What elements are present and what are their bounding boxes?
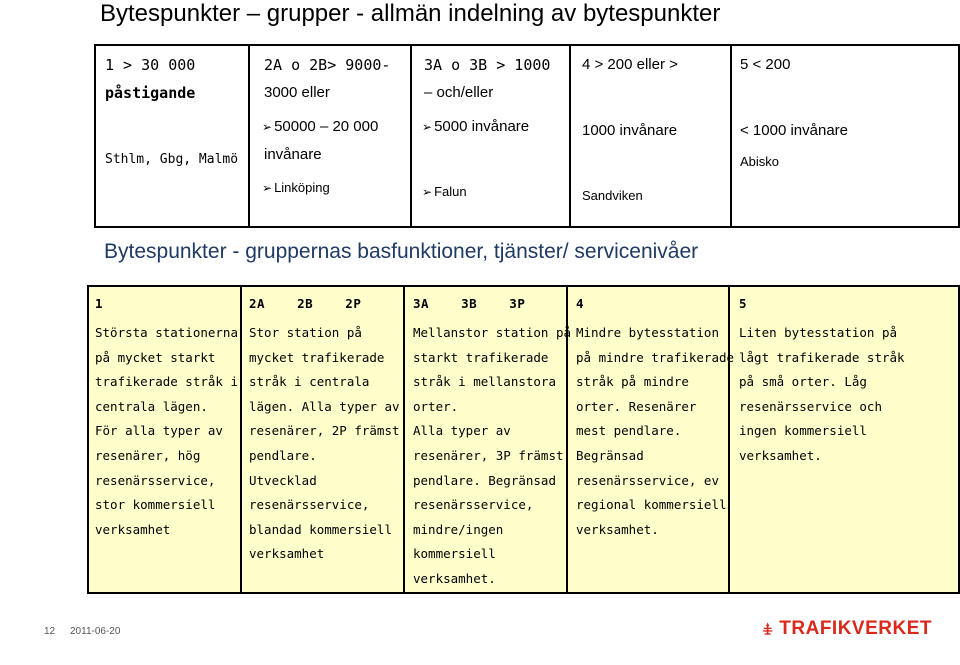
cell-line: Utvecklad — [249, 472, 317, 488]
column-divider — [240, 287, 242, 592]
group-2-threshold: 2A o 2B> 9000- — [264, 56, 391, 74]
cell-line: Alla typer av — [413, 423, 511, 439]
group-1-example: Sthlm, Gbg, Malmö — [105, 152, 239, 167]
trafikverket-logo — [762, 609, 932, 649]
service-level-table — [87, 285, 960, 594]
group-2-bullet-1-cont: invånare — [264, 146, 322, 163]
cell-line: verksamhet — [95, 521, 171, 537]
cell-line: orter. Resenärer — [576, 398, 697, 414]
column-body-5 — [739, 321, 905, 469]
cell-line: mycket trafikerade — [249, 349, 385, 365]
cell-line: Stor station på — [249, 325, 362, 340]
cell-line: Liten bytesstation på — [739, 325, 898, 340]
group-2-threshold-cont: 3000 eller — [264, 84, 330, 101]
group-4-threshold: 4 > 200 eller > — [582, 56, 678, 73]
arrow-bullet-icon: ➢ — [422, 120, 433, 134]
brand-name: TRAFIKVERKET — [779, 618, 932, 639]
cell-line: lägen. Alla typer av — [249, 398, 400, 414]
column-header-1: 1 — [95, 296, 104, 311]
cell-line: verksamhet. — [576, 521, 659, 537]
group-3-example-text: Falun — [434, 184, 467, 199]
cell-line: stor kommersiell — [95, 497, 216, 513]
column-header-2: 2A 2B 2P — [249, 296, 362, 311]
cell-line: Mellanstor station på — [413, 325, 572, 340]
cell-line: kommersiell — [413, 546, 496, 562]
cell-line: verksamhet — [249, 546, 325, 562]
cell-line: pendlare. Begränsad — [413, 472, 556, 488]
column-header-4: 4 — [576, 296, 585, 311]
group-overview-table — [94, 44, 960, 228]
cell-line: Största stationerna — [95, 325, 238, 340]
trafikverket-emblem-icon — [762, 612, 773, 646]
group-3-example — [422, 184, 467, 200]
column-body-4 — [576, 321, 734, 542]
cell-line: resenärer, 3P främst — [413, 447, 564, 463]
cell-line: centrala lägen. — [95, 398, 208, 414]
group-2-example — [262, 180, 330, 196]
arrow-bullet-icon: ➢ — [262, 120, 273, 134]
group-3-threshold-cont: – och/eller — [424, 84, 494, 101]
cell-line: ingen kommersiell — [739, 423, 867, 439]
cell-line: verksamhet. — [413, 570, 496, 586]
group-3-threshold: 3A o 3B > 1000 — [424, 56, 551, 74]
group-4-threshold-cont: 1000 invånare — [582, 122, 678, 139]
column-body-2 — [249, 321, 400, 567]
cell-line: orter. — [413, 398, 459, 414]
cell-line: verksamhet. — [739, 447, 822, 463]
cell-line: mindre/ingen — [413, 521, 504, 537]
footer-date: 2011-06-20 — [70, 626, 121, 637]
group-2-bullet-1 — [262, 118, 378, 136]
cell-line: regional kommersiell — [576, 497, 727, 513]
cell-line: resenärer, hög — [95, 447, 201, 463]
column-header-3: 3A 3B 3P — [413, 296, 526, 311]
cell-line: stråk i centrala — [249, 374, 370, 390]
group-3-bullet-1-text: 5000 invånare — [434, 118, 530, 135]
cell-line: stråk på mindre — [576, 374, 689, 390]
section-heading: Bytespunkter - gruppernas basfunktioner, tjänster/ servicenivåer — [104, 240, 699, 263]
cell-line: För alla typer av — [95, 423, 223, 439]
cell-line: Mindre bytesstation — [576, 325, 719, 340]
cell-line: på mindre trafikerade — [576, 349, 735, 365]
arrow-bullet-icon: ➢ — [262, 181, 273, 195]
cell-line: resenärsservice och — [739, 398, 882, 414]
cell-line: resenärsservice, ev — [576, 472, 719, 488]
group-5-threshold: 5 < 200 — [740, 56, 791, 73]
group-4-example: Sandviken — [582, 188, 643, 203]
group-5-threshold-cont: < 1000 invånare — [740, 122, 849, 139]
column-body-1 — [95, 321, 238, 542]
cell-line: starkt trafikerade — [413, 349, 549, 365]
cell-line: resenärsservice, — [413, 497, 534, 513]
cell-line: resenärer, 2P främst — [249, 423, 400, 439]
column-divider — [410, 46, 412, 226]
cell-line: mest pendlare. — [576, 423, 682, 439]
cell-line: trafikerade stråk i — [95, 374, 238, 390]
column-body-3 — [413, 321, 571, 592]
cell-line: resenärsservice, — [95, 472, 216, 488]
group-2-example-text: Linköping — [274, 180, 330, 195]
cell-line: blandad kommersiell — [249, 521, 392, 537]
arrow-bullet-icon: ➢ — [422, 185, 433, 199]
group-5-example: Abisko — [740, 154, 780, 169]
group-1-threshold: 1 > 30 000 — [105, 56, 196, 74]
group-1-unit: påstigande — [105, 84, 196, 102]
cell-line: resenärsservice, — [249, 497, 370, 513]
cell-line: på mycket starkt — [95, 349, 216, 365]
page-title: Bytespunkter – grupper - allmän indelning av bytespunkter — [100, 0, 721, 27]
cell-line: på små orter. Låg — [739, 374, 867, 390]
column-divider — [403, 287, 405, 592]
cell-line: stråk i mellanstora — [413, 374, 556, 390]
column-divider — [569, 46, 571, 226]
column-divider — [248, 46, 250, 226]
group-2-bullet-1-text: 50000 – 20 000 — [274, 118, 379, 135]
group-3-bullet-1 — [422, 118, 529, 136]
column-divider — [730, 46, 732, 226]
cell-line: pendlare. — [249, 447, 317, 463]
page-number: 12 — [44, 626, 56, 637]
cell-line: Begränsad — [576, 447, 644, 463]
cell-line: lågt trafikerade stråk — [739, 349, 905, 365]
column-header-5: 5 — [739, 296, 748, 311]
